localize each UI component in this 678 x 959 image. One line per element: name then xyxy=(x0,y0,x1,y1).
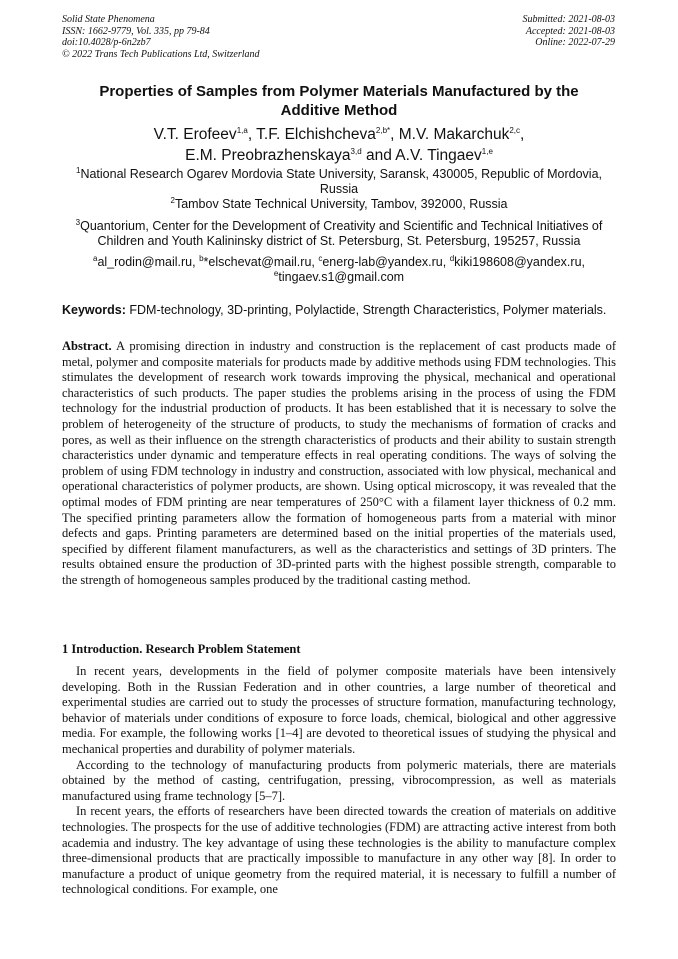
issn: ISSN: 1662-9779, Vol. 335, pp 79-84 xyxy=(62,25,210,37)
abstract-label: Abstract. xyxy=(62,339,112,353)
email-link[interactable]: tingaev.s1@gmail.com xyxy=(278,270,405,284)
keywords-text: FDM-technology, 3D-printing, Polylactide, Strength Characteristics, Polymer materials. xyxy=(125,303,607,317)
email-link[interactable]: energ-lab@yandex.ru, xyxy=(322,255,447,269)
accepted-date: Accepted: 2021-08-03 xyxy=(525,25,615,37)
affiliation: $^2$Tambov State Technical University, Tambov, 392000, Russia xyxy=(170,195,508,211)
author-name: V.T. Erofeev xyxy=(153,126,237,143)
section-body xyxy=(62,664,616,898)
online-date: Online: 2022-07-29 xyxy=(535,37,615,48)
email-link[interactable]: *elschevat@mail.ru, xyxy=(203,255,315,269)
affiliation: $^1$National Research Ogarev Mordovia State University, Saransk, 430005, Republic of Mordovia, Russia xyxy=(75,165,602,196)
email-link[interactable]: al_rodin@mail.ru, xyxy=(97,255,196,269)
author-name: A.V. Tingaev xyxy=(395,147,482,164)
dates-info xyxy=(523,14,616,49)
paragraph: In recent years, the efforts of researchers have been directed towards the creation of materials on additive technologies. The prospects for the use of additive technologies (FDM) are attracting active interest from both academia and industry. The key advantage of using these technologies is the ability to manufacture complex three-dimensional products that are practically impossible to manufacture in any other way [8]. In order to manufacture a product of unique geometry from the required material, it is necessary to fulfill a number of technological conditions. For example, one xyxy=(62,804,616,897)
journal-info xyxy=(62,14,260,60)
keywords xyxy=(62,303,616,317)
author-name: T.F. Elchishcheva xyxy=(256,126,376,143)
doi: doi:10.4028/p-6n2zb7 xyxy=(62,37,151,48)
affiliations-1-2 xyxy=(62,167,616,212)
author-name: M.V. Makarchuk xyxy=(398,126,510,143)
journal-name: Solid State Phenomena xyxy=(62,14,155,25)
section-heading: 1 Introduction. Research Problem Statement xyxy=(62,642,301,656)
submitted-date: Submitted: 2021-08-03 xyxy=(522,14,615,25)
email-link[interactable]: kiki198608@yandex.ru, xyxy=(454,255,585,269)
paragraph: In recent years, developments in the field of polymer composite materials have been intensively developing. Both in the Russian Federation and in other countries, a large number of theoretical and experimental studies are carried out to study the processes of structure formation, manufacturing technology, behavior of materials under conditions of exposure to force loads, chemical, biological and other aggressive media. For example, the following works [1–4] are devoted to theoretical issues of studying the physical and mechanical properties and durability of polymer materials. xyxy=(62,664,616,756)
abstract xyxy=(62,339,616,589)
affiliation-3: $^3$Quantorium, Center for the Development of Creativity and Scientific and Technical Initiatives of Children and Youth Kalininsky district of St. Petersburg, St. Petersburg, 195257, Russia xyxy=(75,217,603,248)
author-list: V.T. Erofeev$^{1,a}$, T.F. Elchishcheva$^{2,b*}$, M.V. Makarchuk$^{2,c}$, E.M. Preobrazhenskaya$^{3,d}$ and A.V. Tingaev$^{1,e}$ xyxy=(153,125,525,164)
author-name: E.M. Preobrazhenskaya xyxy=(185,147,351,164)
paper-title: Properties of Samples from Polymer Materials Manufactured by the Additive Method xyxy=(99,83,579,119)
paragraph: According to the technology of manufacturing products from polymeric materials, there are materials obtained by the method of casting, centrifugation, pressing, vibrocompression, as well as materials manufactured using frame technology [5–7]. xyxy=(62,757,616,803)
abstract-text: A promising direction in industry and construction is the replacement of cast products made of metal, polymer and composite materials for products made by additive methods using FDM technologies. This stimulates the development of research work towards improving the physical, mechanical and operational characteristics of such products. The paper studies the problems arising in the process of using the FDM technology for the industrial production of products. It has been established that it is necessary to solve the problem of heterogeneity of the structure of products, to study the mechanisms of formation of cracks and pores, as well as their influence on the strength characteristics of products and their ability to sustain strength characteristics under dynamic and temperature effects in real operating conditions. The ways of solving the problem of using FDM technology in industry and construction, associated with low physical, mechanical and operational characteristics of polymer products, are shown. Using optical microscopy, it was revealed that the optimal modes of FDM printing are near temperatures of 250°C with a filament layer thickness of 0.2 mm. The specified printing parameters allow the formation of homogeneous parts from a material with minor defects and gaps. Printing parameters are determined based on the initial properties of the materials used, specified by different filament manufacturers, as well as the characteristics and settings of 3D printers. The results obtained ensure the production of 3D-printed parts with the highest possible strength, comparable to the strength of homogeneous samples produced by the traditional casting method. xyxy=(62,339,616,587)
copyright: © 2022 Trans Tech Publications Ltd, Switzerland xyxy=(62,48,260,60)
email-list: $^a$al_rodin@mail.ru, $^b$*elschevat@mail.ru, $^c$energ-lab@yandex.ru, $^d$kiki198608@yandex.ru, $^e$tingaev.s1@gmail.com xyxy=(92,253,585,284)
keywords-label: Keywords: xyxy=(62,303,126,317)
